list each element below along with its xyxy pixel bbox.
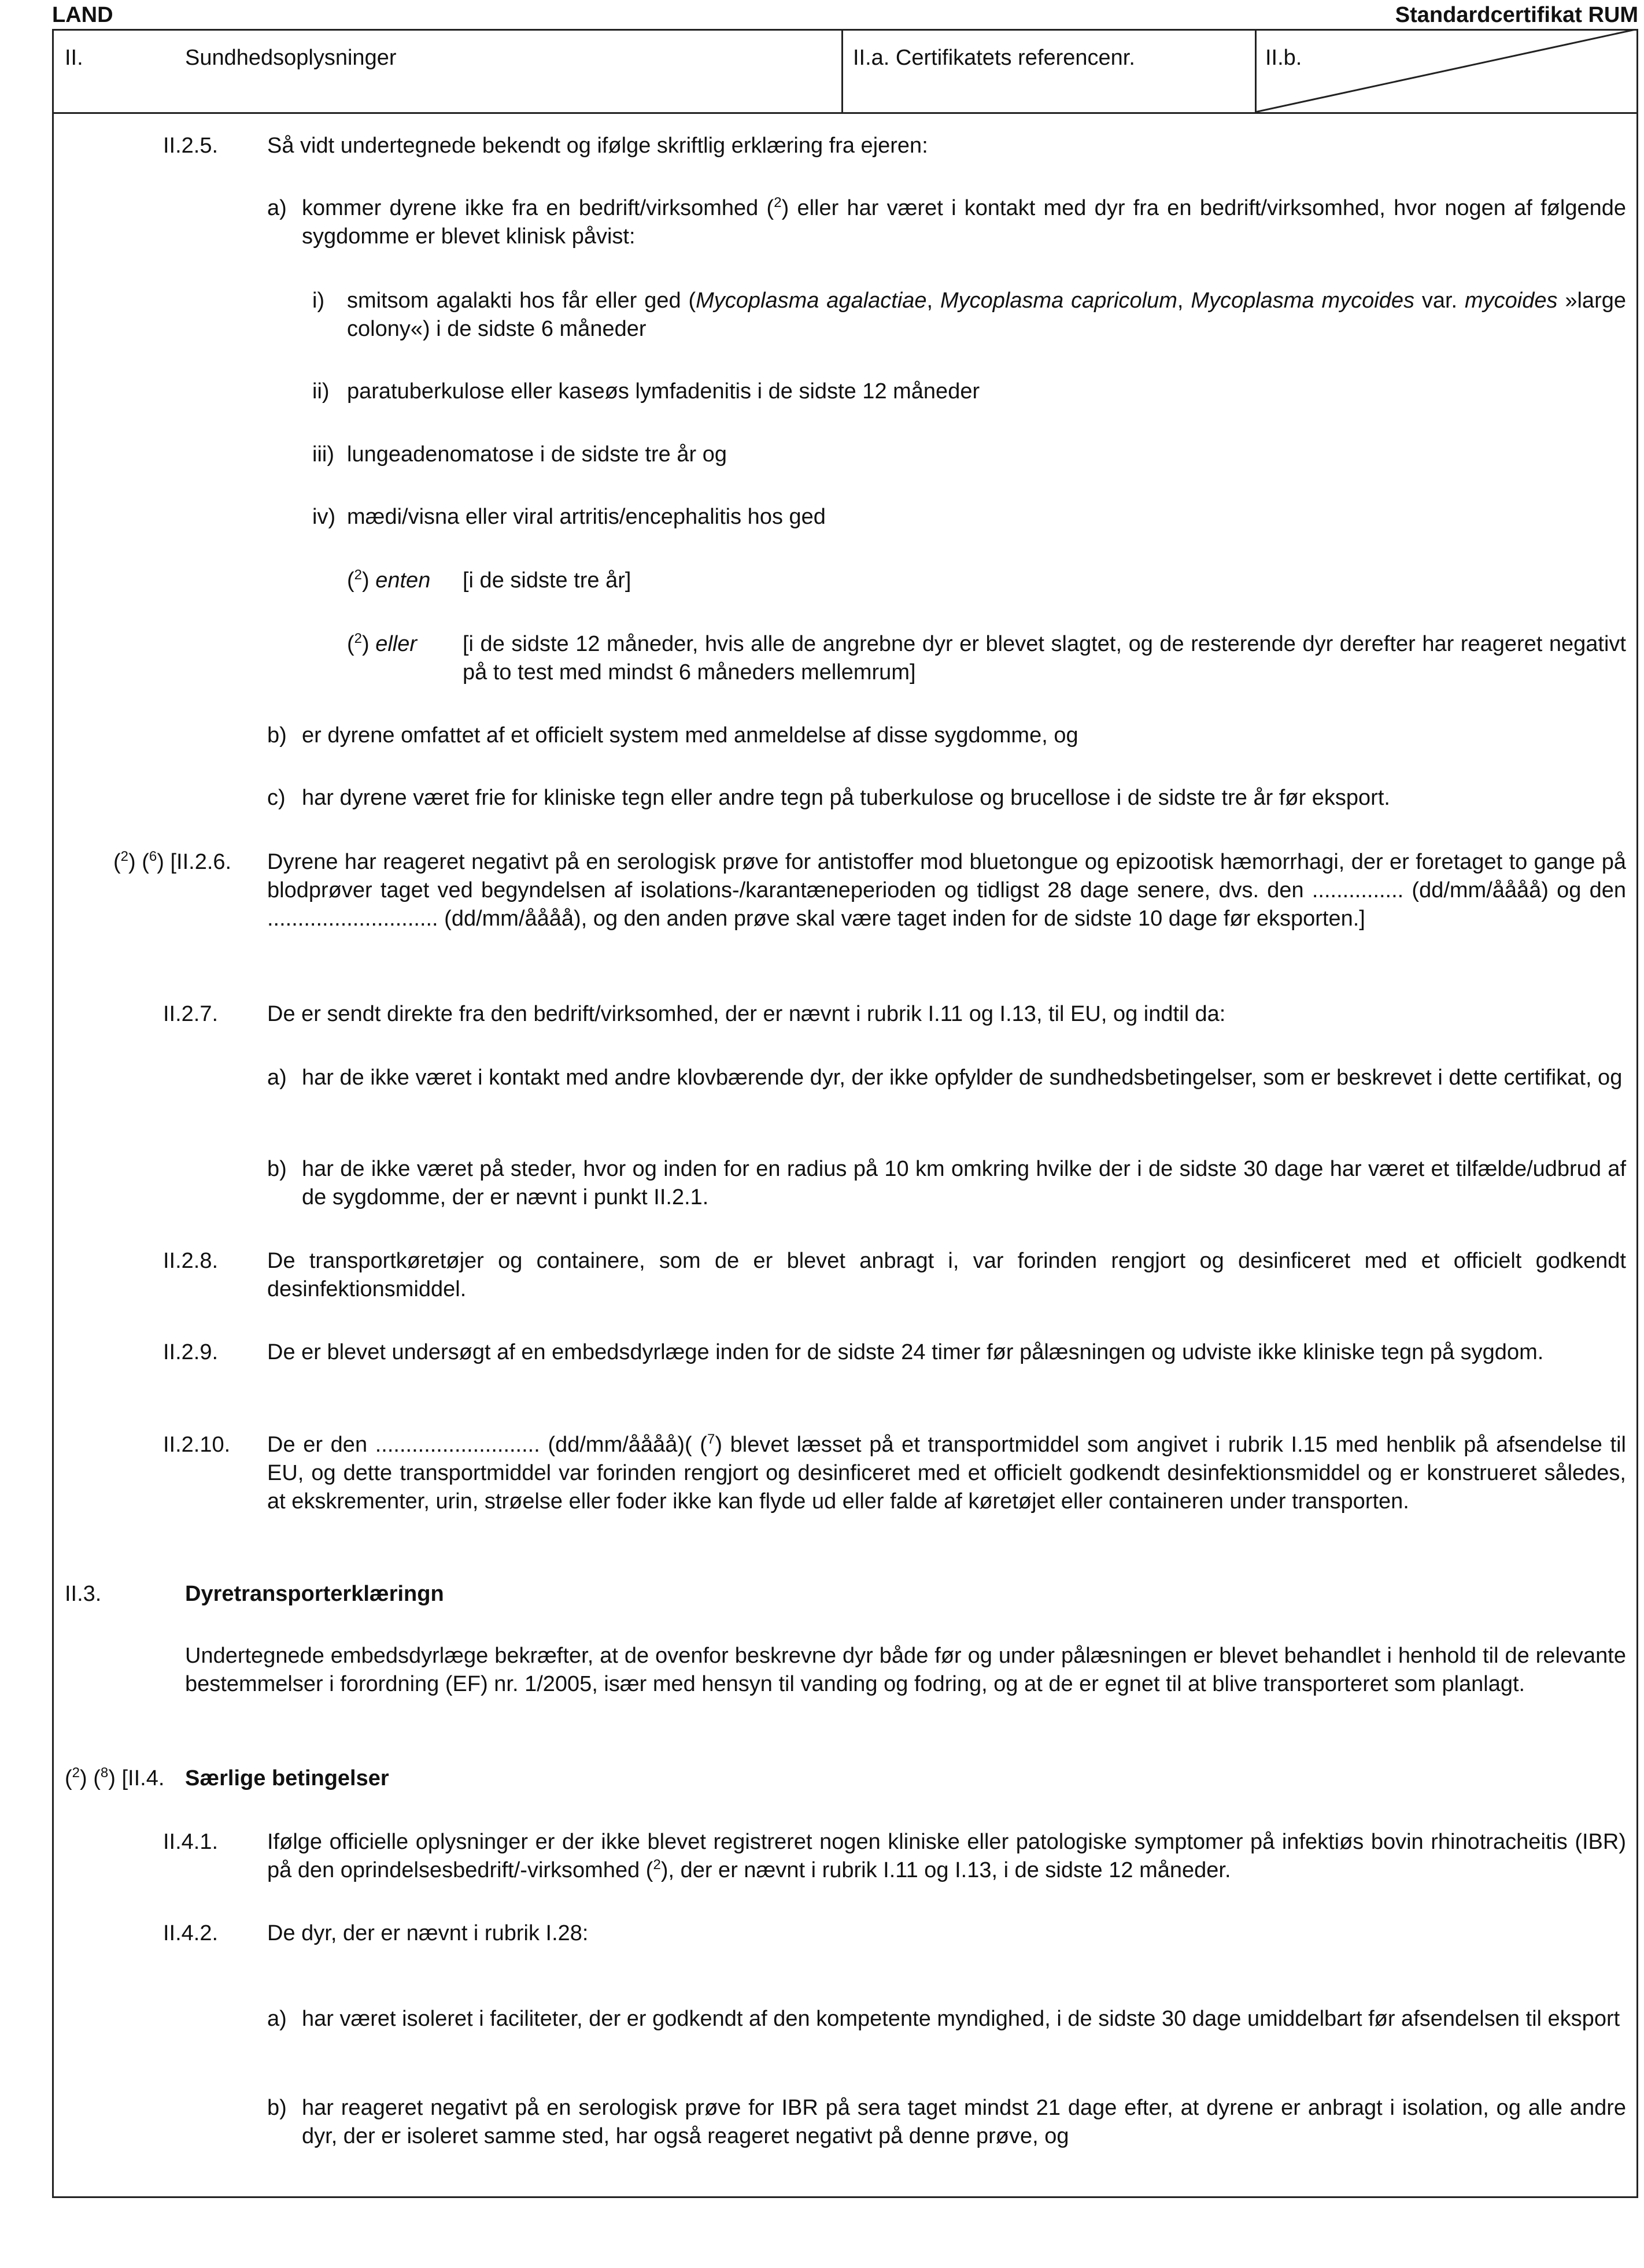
- clause-text: Ifølge officielle oplysninger er der ikke blevet registreret nogen kliniske eller patologiske symptomer på infektiøs bovin rhinotracheitis (IBR) på den oprindelsesbedrift/-virksomhed ($^2$), der er nævnt i rubrik I.11 og I.13, i de sidste 12 måneder.: [267, 1830, 1626, 1882]
- clause-number: II.2.9.: [163, 1340, 219, 1364]
- subitem-label: ii): [312, 379, 330, 404]
- header-divider: [841, 29, 843, 112]
- clause-text: Dyrene har reageret negativt på en serologisk prøve for antistoffer mod bluetongue og epizootisk hæmorrhagi, der er foretaget to gange på blodprøver taget ved begyndelsen af isolations-/karantæneperioden og tidligst 28 dage senere, dvs. den ............... (dd/mm/åååå) og den ............................ (dd/mm/åååå), og den anden prøve skal være taget inden for de sidste 10 dage før eksporten.]: [267, 850, 1626, 931]
- header-diagonal-line: [1255, 29, 1638, 112]
- clause-number: II.4.1.: [163, 1830, 219, 1854]
- clause-text: De dyr, der er nævnt i rubrik I.28:: [267, 1921, 589, 1945]
- subitem-text: paratuberkulose eller kaseøs lymfadenitis i de sidste 12 måneder: [347, 379, 980, 404]
- option-text: [i de sidste 12 måneder, hvis alle de angrebne dyr er blevet slagtet, og de resterende dyr derefter har reageret negativt på to test med mindst 6 måneders mellemrum]: [463, 632, 1626, 685]
- section-heading: Særlige betingelser: [185, 1766, 389, 1790]
- clause-text: De transportkøretøjer og containere, som de er blevet anbragt i, var forinden rengjort og desinficeret med et officielt godkendt desinfektionsmiddel.: [267, 1249, 1626, 1301]
- section-heading: Dyretransporterklæringn: [185, 1582, 444, 1606]
- subitem-text: smitsom agalakti hos får eller ged (Mycoplasma agalactiae, Mycoplasma capricolum, Mycoplasma mycoides var. mycoides »large colony«) i de sidste 6 måneder: [347, 288, 1626, 341]
- item-text: er dyrene omfattet af et officielt system med anmeldelse af disse sygdomme, og: [302, 723, 1078, 748]
- clause-number: II.4.2.: [163, 1921, 219, 1945]
- item-text: har dyrene været frie for kliniske tegn eller andre tegn på tuberkulose og brucellose i de sidste tre år før eksport.: [302, 786, 1390, 810]
- section-title: Sundhedsoplysninger: [185, 46, 397, 70]
- country-label: LAND: [52, 3, 113, 27]
- subitem-text: lungeadenomatose i de sidste tre år og: [347, 442, 727, 467]
- reference-b-label: II.b.: [1265, 46, 1302, 70]
- certificate-title: Standardcertifikat RUM: [1395, 3, 1638, 27]
- item-label: a): [267, 196, 287, 220]
- item-text: har været isoleret i faciliteter, der er godkendt af den kompetente myndighed, i de sidste 30 dage umiddelbart før afsendelsen til eksport: [302, 2007, 1620, 2031]
- option-label: ($^2$) eller: [347, 631, 418, 656]
- item-text: har reageret negativt på en serologisk prøve for IBR på sera taget mindst 21 dage efter, at dyrene er anbragt i isolation, og alle andre dyr, der er isoleret samme sted, har også reageret negativt på denne prøve, og: [302, 2096, 1626, 2148]
- section-text: Undertegnede embedsdyrlæge bekræfter, at de ovenfor beskrevne dyr både før og under pålæsningen er blevet behandlet i henhold til de relevante bestemmelser i forordning (EF) nr. 1/2005, især med hensyn til vanding og fodring, og at de er egnet til at blive transporteret som planlagt.: [185, 1644, 1626, 1696]
- clause-text: Så vidt undertegnede bekendt og ifølge skriftlig erklæring fra ejeren:: [267, 134, 928, 158]
- reference-number-label: II.a. Certifikatets referencenr.: [853, 46, 1135, 70]
- item-label: a): [267, 2007, 287, 2031]
- item-label: c): [267, 786, 286, 810]
- clause-text: De er blevet undersøgt af en embedsdyrlæge inden for de sidste 24 timer før pålæsningen og udviste ikke kliniske tegn på sygdom.: [267, 1340, 1544, 1364]
- item-label: a): [267, 1065, 287, 1090]
- item-label: b): [267, 723, 287, 748]
- section-number: II.: [65, 46, 83, 70]
- clause-number: II.2.7.: [163, 1002, 219, 1026]
- clause-text: De er sendt direkte fra den bedrift/virksomhed, der er nævnt i rubrik I.11 og I.13, til EU, og indtil da:: [267, 1002, 1226, 1026]
- item-text: har de ikke været i kontakt med andre klovbærende dyr, der ikke opfylder de sundhedsbetingelser, som er beskrevet i dette certifikat, og: [302, 1065, 1623, 1090]
- clause-text: De er den ........................... (dd/mm/åååå)( ($^7$) blevet læsset på et transportmiddel som angivet i rubrik I.15 med henblik på afsendelse til EU, og dette transportmiddel var forinden rengjort og desinficeret med et officielt godkendt desinfektionsmiddel og er konstrueret således, at ekskrementer, urin, strøelse eller foder ikke kan flyde ud eller falde af køretøjet eller containeren under transporten.: [267, 1431, 1626, 1514]
- clause-number: II.2.10.: [163, 1433, 231, 1457]
- section-number: ($^2$) ($^8$) [II.4.: [65, 1765, 165, 1790]
- clause-number: II.2.5.: [163, 134, 219, 158]
- subitem-label: iii): [312, 442, 334, 467]
- section-number: II.3.: [65, 1582, 102, 1606]
- subitem-label: iv): [312, 505, 336, 529]
- option-text: [i de sidste tre år]: [463, 568, 631, 593]
- header-bottom-rule: [52, 112, 1638, 114]
- item-label: b): [267, 2096, 287, 2120]
- clause-number: II.2.8.: [163, 1249, 219, 1273]
- subitem-text: mædi/visna eller viral artritis/encephalitis hos ged: [347, 505, 826, 529]
- item-label: b): [267, 1157, 287, 1181]
- item-text: har de ikke været på steder, hvor og inden for en radius på 10 km omkring hvilke der i de sidste 30 dage har været et tilfælde/udbrud af de sygdomme, der er nævnt i punkt II.2.1.: [302, 1157, 1626, 1209]
- subitem-label: i): [312, 288, 325, 313]
- clause-number: ($^2$) ($^6$) [II.2.6.: [113, 849, 232, 874]
- item-text: kommer dyrene ikke fra en bedrift/virksomhed ($^2$) eller har været i kontakt med dyr fra en bedrift/virksomhed, hvor nogen af følgende sygdomme er blevet klinisk påvist:: [302, 195, 1626, 249]
- option-label: ($^2$) enten: [347, 567, 431, 593]
